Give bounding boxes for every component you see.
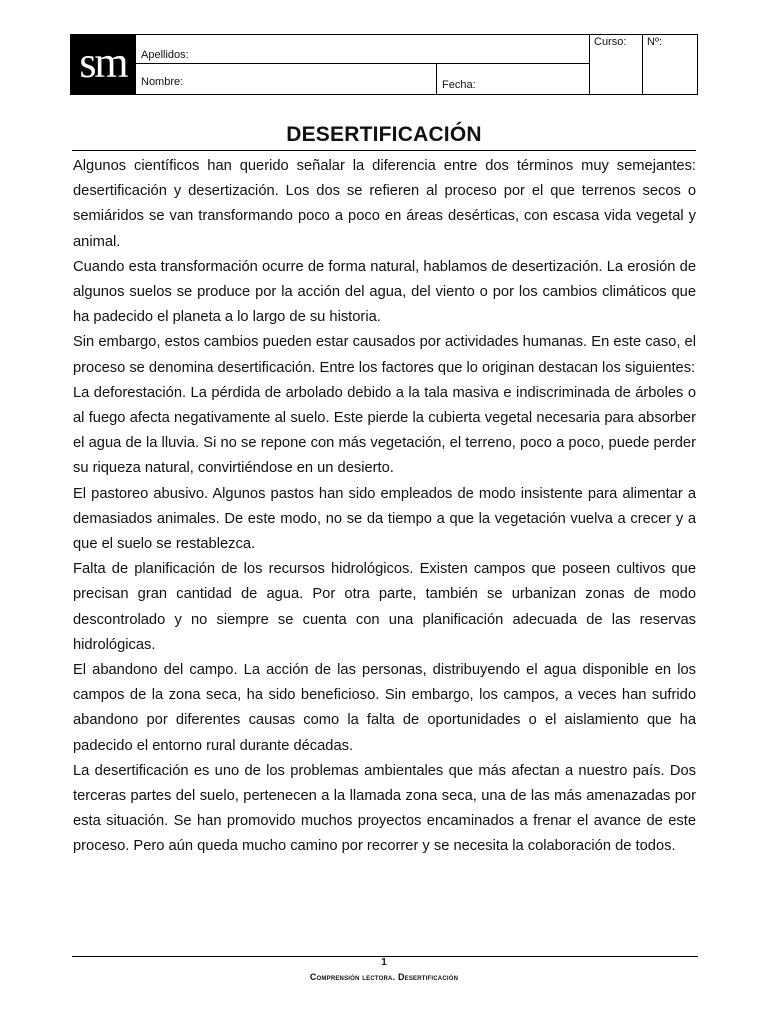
apellidos-field[interactable] bbox=[135, 35, 589, 64]
footer-title: Comprensión lectora. Desertificación bbox=[309, 972, 459, 982]
paragraph: La desertificación es uno de los problemas ambientales que más afectan a nuestro país. Dos terceras partes del suelo, pertenecen a la llamada zona seca, una de las más amenazadas por esta situación. Se han promovido muchos proyectos encaminados a frenar el avance de este proceso. Pero aún queda mucho camino por recorrer y se necesita la colaboración de todos. bbox=[73, 762, 696, 855]
curso-field[interactable] bbox=[589, 35, 642, 94]
document-title: DESERTIFICACIÓN bbox=[286, 123, 482, 146]
paragraph: Algunos científicos han querido señalar la diferencia entre dos términos muy semejantes: desertificación y desertización. Los dos se refieren al proceso por el que terrenos secos o semiáridos se van transformando poco a poco en áreas desérticas, con escasa vida vegetal y animal. bbox=[73, 158, 696, 250]
paragraph: Cuando esta transformación ocurre de forma natural, hablamos de desertización. La erosión de algunos suelos se produce por la acción del agua, del viento o por los cambios climáticos que ha padecido el planeta a lo largo de su historia. bbox=[73, 258, 696, 326]
numero-label: Nº: bbox=[647, 36, 663, 48]
fecha-field[interactable] bbox=[436, 64, 589, 94]
apellidos-label: Apellidos: bbox=[141, 49, 189, 61]
fecha-label: Fecha: bbox=[442, 79, 476, 91]
paragraph: El pastoreo abusivo. Algunos pastos han sido empleados de modo insistente para alimentar a demasiados animales. De este modo, no se da tiempo a que la vegetación vuelva a crecer y a que el suelo se restablezca. bbox=[73, 485, 696, 553]
nombre-label: Nombre: bbox=[141, 76, 184, 88]
reading-text bbox=[73, 154, 696, 860]
paragraph: La deforestación. La pérdida de arbolado debido a la tala masiva e indiscriminada de árboles o al fuego afecta negativamente al suelo. Este pierde la cubierta vegetal necesaria para absorber el agua de la lluvia. Si no se repone con más vegetación, el terreno, poco a poco, puede perder su riqueza natural, convirtiéndose en un desierto. bbox=[73, 384, 696, 477]
student-info-header bbox=[70, 34, 698, 95]
logo-text: sm bbox=[79, 37, 127, 87]
page-number: 1 bbox=[381, 957, 387, 968]
curso-label: Curso: bbox=[594, 36, 627, 48]
paragraph: Falta de planificación de los recursos hidrológicos. Existen campos que poseen cultivos que precisan gran cantidad de agua. Por otra parte, también se urbanizan zonas de modo descontrolado y no siempre se cuenta con una planificación adecuada de las reservas hidrológicas. bbox=[73, 561, 696, 653]
nombre-field[interactable] bbox=[135, 64, 436, 94]
publisher-logo bbox=[71, 35, 135, 94]
paragraph: El abandono del campo. La acción de las personas, distribuyendo el agua disponible en los campos de la zona seca, ha sido beneficioso. Sin embargo, los campos, a veces han sufrido abandono por diferentes causas como la falta de oportunidades o el aislamiento que ha padecido el entorno rural durante décadas. bbox=[73, 662, 696, 754]
numero-field[interactable] bbox=[642, 35, 697, 94]
paragraph: Sin embargo, estos cambios pueden estar causados por actividades humanas. En este caso, el proceso se denomina desertificación. Entre los factores que lo originan destacan los siguientes: bbox=[73, 334, 696, 376]
title-divider bbox=[72, 150, 696, 151]
